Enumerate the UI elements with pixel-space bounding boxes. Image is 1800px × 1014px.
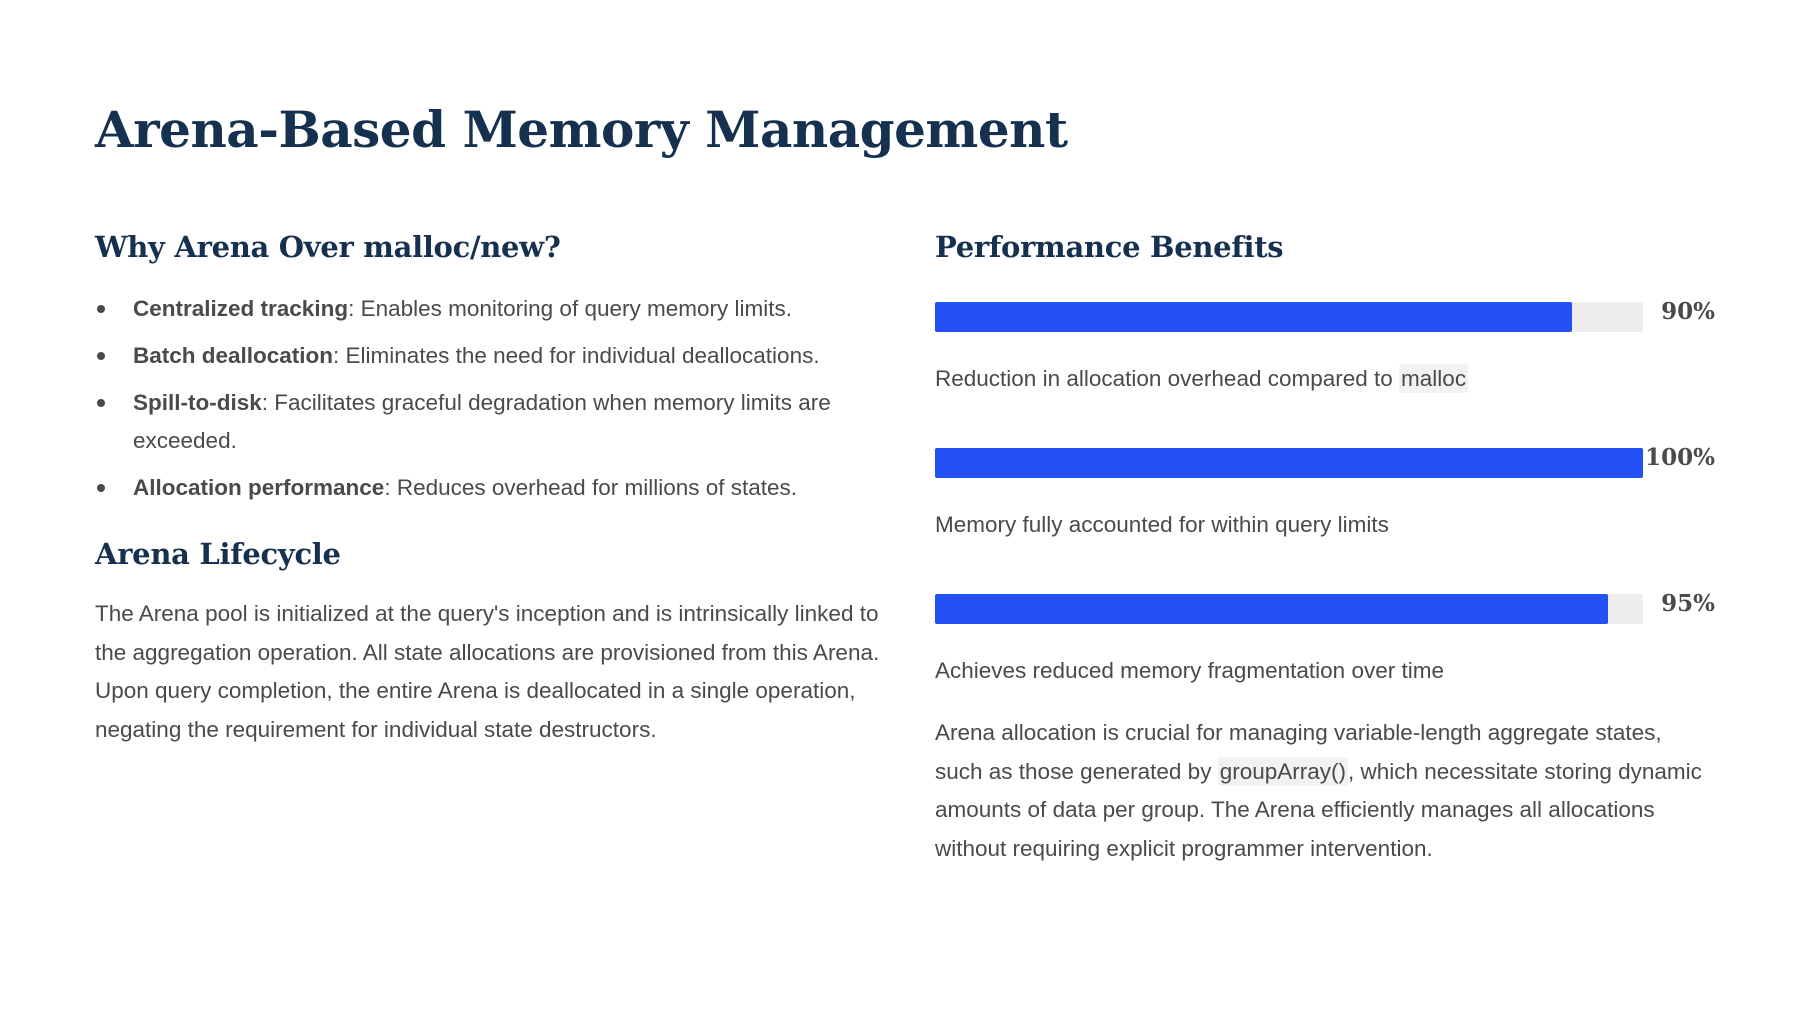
metric-caption (935, 654, 1715, 688)
bullet-term: Spill-to-disk (133, 390, 262, 415)
arena-lifecycle-heading: Arena Lifecycle (95, 537, 341, 571)
list-item (95, 384, 885, 460)
metric-caption (935, 508, 1715, 542)
progress-fill (935, 594, 1608, 624)
bullet-desc: : Enables monitoring of query memory limits. (348, 296, 792, 321)
bullet-term: Centralized tracking (133, 296, 349, 321)
list-item (95, 469, 885, 507)
para-text: , which necessitate storing dynamic amounts of data per group. The Arena efficiently manages all allocations without requiring explicit programmer intervention. (935, 758, 1702, 861)
metric-fragmentation (935, 582, 1715, 642)
progress-track (935, 594, 1643, 624)
percent-label: 90% (1661, 298, 1715, 325)
arena-allocation-paragraph (935, 714, 1715, 868)
benefits-list (95, 290, 885, 507)
right-column (935, 230, 1715, 891)
left-column (95, 230, 885, 749)
caption-text: Achieves reduced memory fragmentation over time (935, 658, 1444, 683)
metric-caption (935, 362, 1715, 396)
metric-memory-accounted (935, 436, 1715, 496)
inline-code: malloc (1401, 366, 1467, 391)
bullet-term: Batch deallocation (133, 343, 334, 368)
page-title: Arena-Based Memory Management (95, 100, 1068, 159)
list-item (95, 337, 885, 375)
list-item (95, 290, 885, 328)
percent-label: 95% (1661, 590, 1715, 617)
bullet-desc: : Facilitates graceful degradation when memory limits are exceeded. (133, 390, 831, 453)
bullet-desc: : Eliminates the need for individual deallocations. (333, 343, 820, 368)
caption-text: Memory fully accounted for within query limits (935, 512, 1389, 537)
lifecycle-paragraph: The Arena pool is initialized at the query's inception and is intrinsically linked to the aggregation operation. All state allocations are provisioned from this Arena. Upon query completion, the entire Arena is deallocated in a single operation, negating the requirement for individual state destructors. (95, 601, 880, 742)
why-arena-heading: Why Arena Over malloc/new? (95, 230, 561, 264)
para-text: Arena allocation is crucial for managing variable-length aggregate states, such as those generated by (935, 720, 1662, 784)
metric-allocation-overhead (935, 290, 1715, 350)
caption-text: Reduction in allocation overhead compared to (935, 366, 1400, 391)
inline-code: groupArray() (1219, 758, 1346, 784)
percent-label: 100% (1645, 444, 1715, 471)
progress-fill (935, 448, 1643, 478)
progress-track (935, 448, 1643, 478)
bullet-desc: : Reduces overhead for millions of states. (384, 475, 798, 500)
progress-fill (935, 302, 1572, 332)
bullet-term: Allocation performance (133, 475, 385, 500)
performance-benefits-heading: Performance Benefits (935, 230, 1284, 264)
progress-track (935, 302, 1643, 332)
